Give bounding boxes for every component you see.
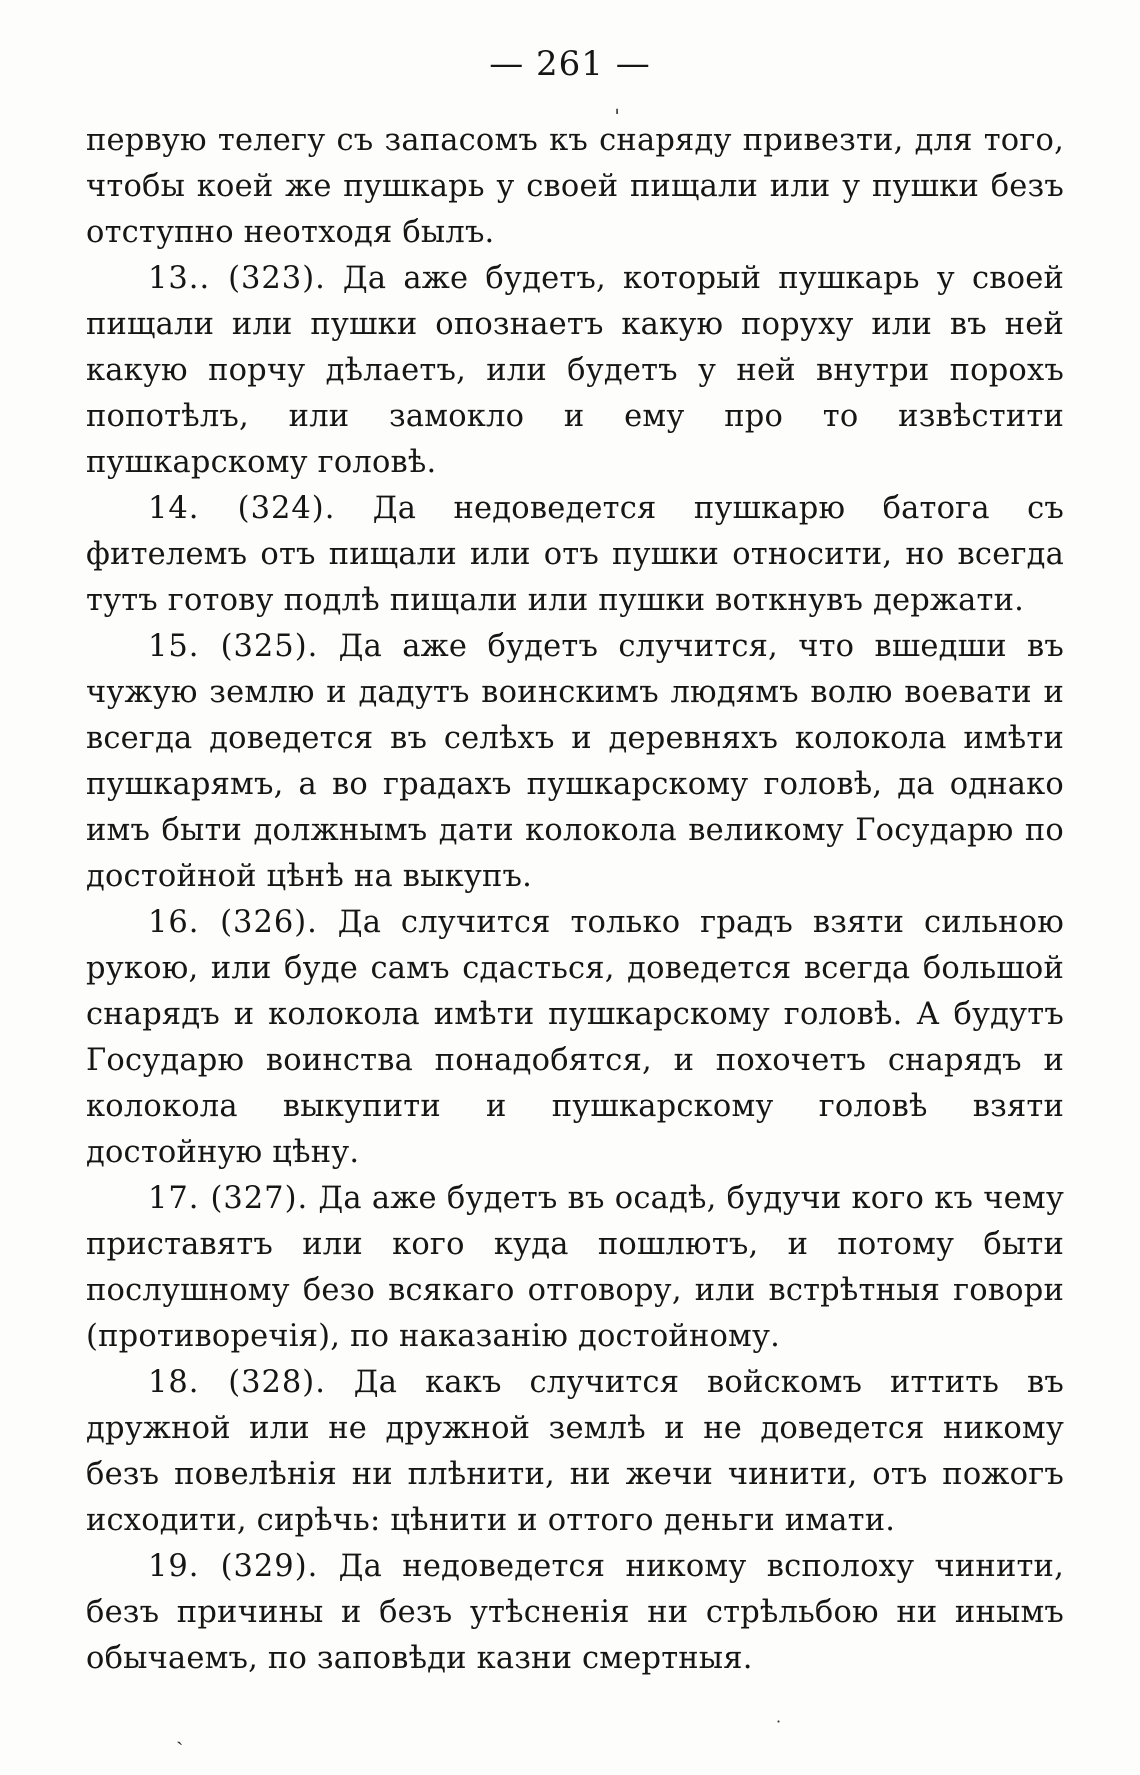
article-number: 15. (325). — [148, 629, 319, 664]
article-text: Да аже будетъ случится, что вшедши въ чужую землю и дадутъ воинскимъ людямъ волю воевати и всегда доведется въ селѣхъ и деревняхъ колокола имѣти пушкарямъ, а во градахъ пушкарскому головѣ, да однако имъ быти должнымъ дати колокола великому Государю по достойной цѣнѣ на выкупъ. — [86, 629, 1065, 894]
article-text: Да случится только градъ взяти сильною рукою, или буде самъ сдасться, доведется всегда большой снарядъ и колокола имѣти пушкарскому головѣ. А будутъ Государю воинства понадобятся, и похочетъ снарядъ и колокола выкупити и пушкарскому головѣ взяти достойную цѣну. — [86, 905, 1064, 1170]
article-number: 17. (327). — [148, 1181, 309, 1216]
paragraph-continuation — [86, 118, 1064, 256]
print-mark: ˎ — [176, 1721, 184, 1746]
article-text: Да недоведется пушкарю батога съ фителемъ отъ пищали или отъ пушки относити, но всегда тутъ готову подлѣ пищали или пушки воткнувъ держати. — [86, 491, 1064, 618]
article-text: Да какъ случится войскомъ иттить въ дружной или не дружной землѣ и не доведется никому безъ повелѣнія ни плѣнити, ни жечи чинити, отъ пожогъ исходити, сирѣчь: цѣнити и оттого деньги имати. — [86, 1365, 1064, 1538]
article-14 — [86, 486, 1064, 624]
article-18 — [86, 1360, 1064, 1544]
article-text: Да недоведется никому всполоху чинити, безъ причины и безъ утѣсненія ни стрѣльбою ни инымъ обычаемъ, по заповѣди казни смертныя. — [86, 1549, 1064, 1676]
article-number: 14. (324). — [148, 491, 336, 526]
article-16 — [86, 900, 1064, 1176]
article-text: Да аже будетъ въ осадѣ, будучи кого къ чему приставятъ или кого куда пошлютъ, и потому быти послушному безо всякаго отговору, или встрѣтныя говори (противоречія), по наказанію достойному. — [86, 1181, 1064, 1354]
article-number: 19. (329). — [148, 1549, 319, 1584]
article-13 — [86, 256, 1064, 486]
article-number: 13.. (323). — [148, 261, 326, 296]
page-number: — 261 — — [489, 44, 651, 84]
article-19 — [86, 1544, 1064, 1682]
article-17 — [86, 1176, 1064, 1360]
paragraph-text: первую телегу съ запасомъ къ снаряду привезти, для того, чтобы коей же пушкарь у своей пищали или у пушки безъ отступно неотходя былъ. — [86, 123, 1064, 250]
print-mark: · — [776, 1712, 782, 1731]
body-text — [86, 118, 1064, 1682]
article-number: 16. (326). — [148, 905, 318, 940]
print-mark: ˌ — [614, 92, 621, 117]
article-text: Да аже будетъ, который пушкарь у своей пищали или пушки опознаетъ какую поруху или въ ней какую порчу дѣлаетъ, или будетъ у ней внутри порохъ попотѣлъ, или замокло и ему про то извѣстити пушкарскому головѣ. — [86, 261, 1065, 480]
article-number: 18. (328). — [148, 1365, 326, 1400]
article-15 — [86, 624, 1064, 900]
